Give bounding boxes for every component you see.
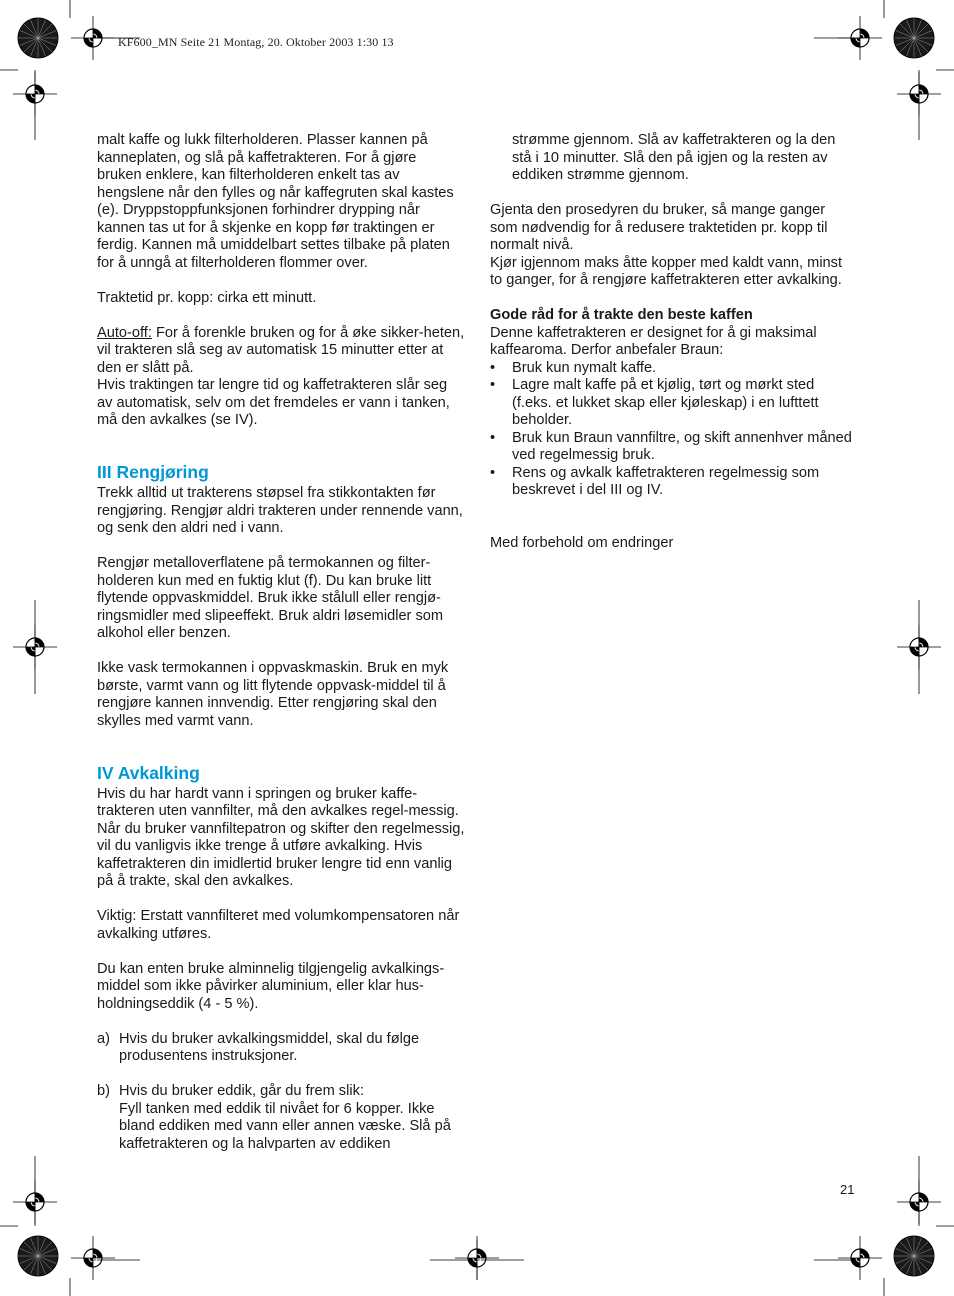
- list-item: [490, 430, 856, 465]
- paragraph: Rengjør metalloverflatene på termokannen og filter-holderen kun med en fuktig klut (f). Du kan bruke litt flytende oppvaskmiddel. Bruk ikke stålull eller rengjø-ringsmidler med slipeeffekt. Bruk aldri løsemidler som alkohol eller benzen.: [97, 555, 444, 641]
- paragraph: Viktig: Erstatt vannfilteret med volumkompensatoren når avkalking utføres.: [97, 908, 460, 942]
- page-number: 21: [840, 1182, 855, 1197]
- registration-mark: [897, 72, 941, 116]
- list-item: [490, 465, 856, 500]
- auto-off-paragraph: [97, 325, 465, 378]
- registration-mark: [838, 1236, 882, 1280]
- print-slug-header: KF600_MN Seite 21 Montag, 20. Oktober 2003 1:30 13: [118, 35, 394, 49]
- auto-off-text: For å forenkle bruken og for å øke sikker-heten, vil trakteren slå seg av automatisk 15 minutter etter at den er slått på.: [97, 324, 465, 376]
- paragraph: Hvis du har hardt vann i springen og bruker kaffe-trakteren uten vannfilter, må den avkalkes regel-messig. Når du bruker vannfiltepatron og skifter den regelmessig, vil du vanligvis ikke trenge å utføre avkalking. Hvis kaffetrakteren din imidlertid bruker lengre tid enn vanlig på å trakte, skal den avkalkes.: [97, 785, 465, 889]
- registration-mark: [897, 625, 941, 669]
- bullet-glyph: •: [490, 377, 496, 393]
- list-continuation: Fyll tanken med eddik til nivået for 6 kopper. Ikke bland eddiken med vann eller annen væske. Slå på kaffetrakteren og la halvparten av eddiken: [119, 1100, 451, 1152]
- section-heading-avkalking: IV Avkalking: [97, 762, 200, 783]
- list-text: Bruk kun nymalt kaffe.: [512, 359, 657, 376]
- color-wheel-top-left: [18, 18, 58, 58]
- paragraph: Du kan enten bruke alminnelig tilgjengelig avkalkings-middel som ikke påvirker aluminium, eller klar hus-holdningseddik (4 - 5 %).: [97, 960, 445, 1012]
- paragraph: malt kaffe og lukk filterholderen. Plasser kannen på kanneplaten, og slå på kaffetrakteren. For å gjøre bruken enklere, kan filterholderen enkelt tas av hengslene når den fylles og når kaffegruten skal kastes (e). Dryppstoppfunksjonen forhindrer drypping når kannen tas ut for å skjenke en kopp før traktingen er ferdig. Kannen må umiddelbart settes tilbake på platen for å unngå at filterholderen flommer over.: [97, 132, 454, 271]
- list-item: [97, 1083, 465, 1101]
- list-item: [490, 360, 856, 378]
- list-text: Bruk kun Braun vannfiltre, og skift annenhver måned ved regelmessig bruk.: [512, 429, 852, 463]
- registration-mark: [71, 1236, 115, 1280]
- registration-mark: [455, 1236, 499, 1280]
- list-continuation: strømme gjennom. Slå av kaffetrakteren og la den stå i 10 minutter. Slå den på igjen og la resten av eddiken strømme gjennom.: [512, 132, 836, 183]
- paragraph: Denne kaffetrakteren er designet for å gi maksimal kaffearoma. Derfor anbefaler Braun:: [490, 324, 817, 358]
- registration-mark: [71, 16, 115, 60]
- registration-mark: [13, 625, 57, 669]
- list-label: b): [97, 1083, 110, 1099]
- registration-mark: [897, 1180, 941, 1224]
- list-item: [97, 1031, 465, 1066]
- registration-mark: [838, 16, 882, 60]
- paragraph: Gjenta den prosedyren du bruker, så mange ganger som nødvendig for å redusere traktetiden pr. kopp til normalt nivå.: [490, 202, 828, 253]
- list-text: Hvis du bruker avkalkingsmiddel, skal du følge produsentens instruksjoner.: [119, 1030, 420, 1064]
- registration-mark: [13, 1180, 57, 1224]
- paragraph: Trekk alltid ut trakterens støpsel fra stikkontakten før rengjøring. Rengjør aldri trakteren under rennende vann, og senk den aldri ned i vann.: [97, 485, 463, 536]
- left-column: [97, 132, 465, 1153]
- bullet-glyph: •: [490, 429, 496, 446]
- section-heading-rengjoring: III Rengjøring: [97, 462, 209, 482]
- color-wheel-bottom-left: [18, 1236, 58, 1276]
- right-column: [490, 132, 856, 552]
- paragraph: Kjør igjennom maks åtte kopper med kaldt vann, minst to ganger, for å rengjøre kaffetrakteren etter avkalking.: [490, 254, 843, 288]
- color-wheel-bottom-right: [894, 1236, 934, 1276]
- paragraph: Traktetid pr. kopp: cirka ett minutt.: [97, 289, 317, 306]
- closing-note: Med forbehold om endringer: [490, 534, 674, 551]
- paragraph: Ikke vask termokannen i oppvaskmaskin. Bruk en myk børste, varmt vann og litt flytende oppvask-middel til å rengjøre kannen innvendig. Etter rengjøring skal den skylles med varmt vann.: [97, 660, 449, 729]
- list-text: Lagre malt kaffe på et kjølig, tørt og mørkt sted (f.eks. et lukket skap eller kjøleskap) i en lufttett beholder.: [512, 377, 819, 428]
- list-label: a): [97, 1030, 110, 1047]
- list-text: Rens og avkalk kaffetrakteren regelmessig som beskrevet i del III og IV.: [512, 464, 820, 498]
- color-wheel-top-right: [894, 18, 934, 58]
- bullet-glyph: •: [490, 464, 496, 481]
- bullet-glyph: •: [490, 359, 496, 376]
- paragraph: Hvis traktingen tar lengre tid og kaffetrakteren slår seg av automatisk, selv om det fremdeles er vann i tanken, må den avkalkes (se IV).: [97, 377, 450, 428]
- tips-heading: Gode råd for å trakte den beste kaffen: [490, 307, 753, 323]
- auto-off-label: Auto-off:: [97, 324, 152, 341]
- list-text: Hvis du bruker eddik, går du frem slik:: [119, 1083, 364, 1099]
- registration-mark: [13, 72, 57, 116]
- list-item: [490, 377, 856, 430]
